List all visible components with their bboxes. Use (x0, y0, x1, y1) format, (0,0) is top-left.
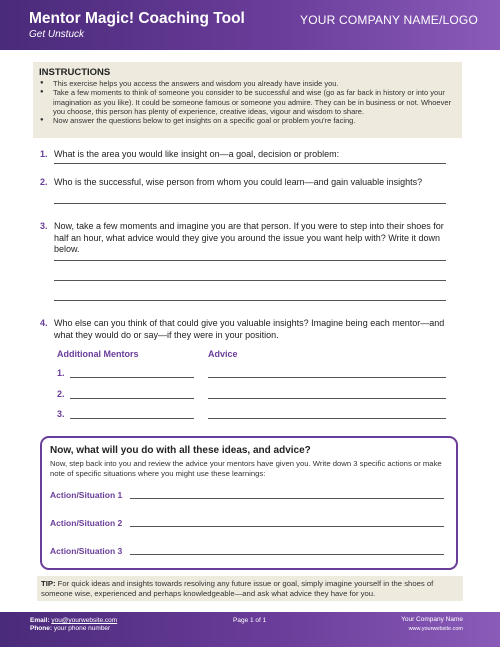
footer-company-name: Your Company Name (401, 616, 463, 623)
tip-panel (37, 576, 463, 601)
action-label-3: Action/Situation 3 (50, 546, 123, 556)
tip-label: TIP: (41, 579, 56, 588)
document-subtitle: Get Unstuck (29, 29, 85, 40)
tip-text: For quick ideas and insights towards resolving any future issue or goal, simply imagine yourself in the shoes of someone wise, experienced and perhaps knowledgeable—and ask what advice they have for you. (41, 579, 434, 598)
question-3 (40, 221, 460, 256)
question-text: Who else can you think of that could give you valuable insights? Imagine being each mentor—and what they would do or say—if they were in your position. (54, 318, 445, 340)
instructions-title: INSTRUCTIONS (39, 67, 111, 78)
company-logo-placeholder: YOUR COMPANY NAME/LOGO (300, 13, 478, 27)
action-line-3[interactable] (130, 554, 444, 555)
question-text: Now, take a few moments and imagine you are that person. If you were to step into their shoes for half an hour, what advice would they give you around the issue you want help with? Write it down below. (54, 221, 444, 254)
question-number: 4. (40, 318, 48, 328)
page-footer (0, 612, 500, 647)
question-text: Who is the successful, wise person from whom you could learn—and gain valuable insights? (54, 177, 423, 187)
footer-company (401, 616, 463, 633)
page-number: Page 1 of 1 (233, 617, 267, 624)
footer-contact (30, 617, 117, 633)
advice-line-3[interactable] (208, 418, 446, 419)
email-label: Email: (30, 617, 50, 624)
answer-line-3a[interactable] (54, 260, 446, 261)
page-header (0, 0, 500, 50)
action-label-2: Action/Situation 2 (50, 518, 123, 528)
advice-line-2[interactable] (208, 398, 446, 399)
question-text: What is the area you would like insight on—a goal, decision or problem: (54, 149, 340, 159)
question-number: 1. (40, 149, 48, 159)
advice-column-header: Advice (208, 349, 238, 359)
question-1 (40, 149, 460, 161)
question-2 (40, 177, 460, 189)
action-label-1: Action/Situation 1 (50, 490, 123, 500)
answer-line-2[interactable] (54, 203, 446, 204)
mentor-row-number: 2. (57, 389, 65, 399)
advice-line-1[interactable] (208, 377, 446, 378)
mentor-line-3[interactable] (70, 418, 194, 419)
answer-line-1[interactable] (54, 163, 446, 164)
question-number: 2. (40, 177, 48, 187)
mentor-row-number: 3. (57, 409, 65, 419)
document-title: Mentor Magic! Coaching Tool (29, 10, 245, 27)
answer-line-3c[interactable] (54, 300, 446, 301)
mentor-line-2[interactable] (70, 398, 194, 399)
action-line-2[interactable] (130, 526, 444, 527)
footer-website[interactable]: www.yourwebsite.com (408, 625, 463, 632)
mentors-column-header: Additional Mentors (57, 349, 139, 359)
mentor-row-number: 1. (57, 368, 65, 378)
instruction-bullet: ● Take a few moments to think of someone you consider to be successful and wise (go as far back in history or into your imagination as you like). It could be someone famous or someone you admire. They can be in business or not. Whoever you choose, this person has plenty of experience, creative ideas, vigour and wisdom to share. (39, 88, 456, 116)
instructions-panel (33, 62, 462, 138)
action-line-1[interactable] (130, 498, 444, 499)
instructions-list (39, 79, 456, 125)
mentor-line-1[interactable] (70, 377, 194, 378)
question-number: 3. (40, 221, 48, 231)
action-box-title: Now, what will you do with all these ideas, and advice? (50, 445, 311, 456)
answer-line-3b[interactable] (54, 280, 446, 281)
phone-label: Phone: (30, 625, 53, 632)
question-4 (40, 318, 460, 341)
email-link[interactable]: you@yourwebsite.com (51, 617, 118, 624)
instruction-bullet: ● This exercise helps you access the answers and wisdom you already have inside you. (39, 79, 456, 88)
phone-value: your phone number (53, 625, 111, 632)
action-box-instructions: Now, step back into you and review the advice your mentors have given you. Write down 3 specific actions or make note of specific situations where you might use these learnings: (50, 459, 442, 478)
instruction-bullet: ● Now answer the questions below to get insights on a specific goal or problem you're facing. (39, 116, 456, 125)
